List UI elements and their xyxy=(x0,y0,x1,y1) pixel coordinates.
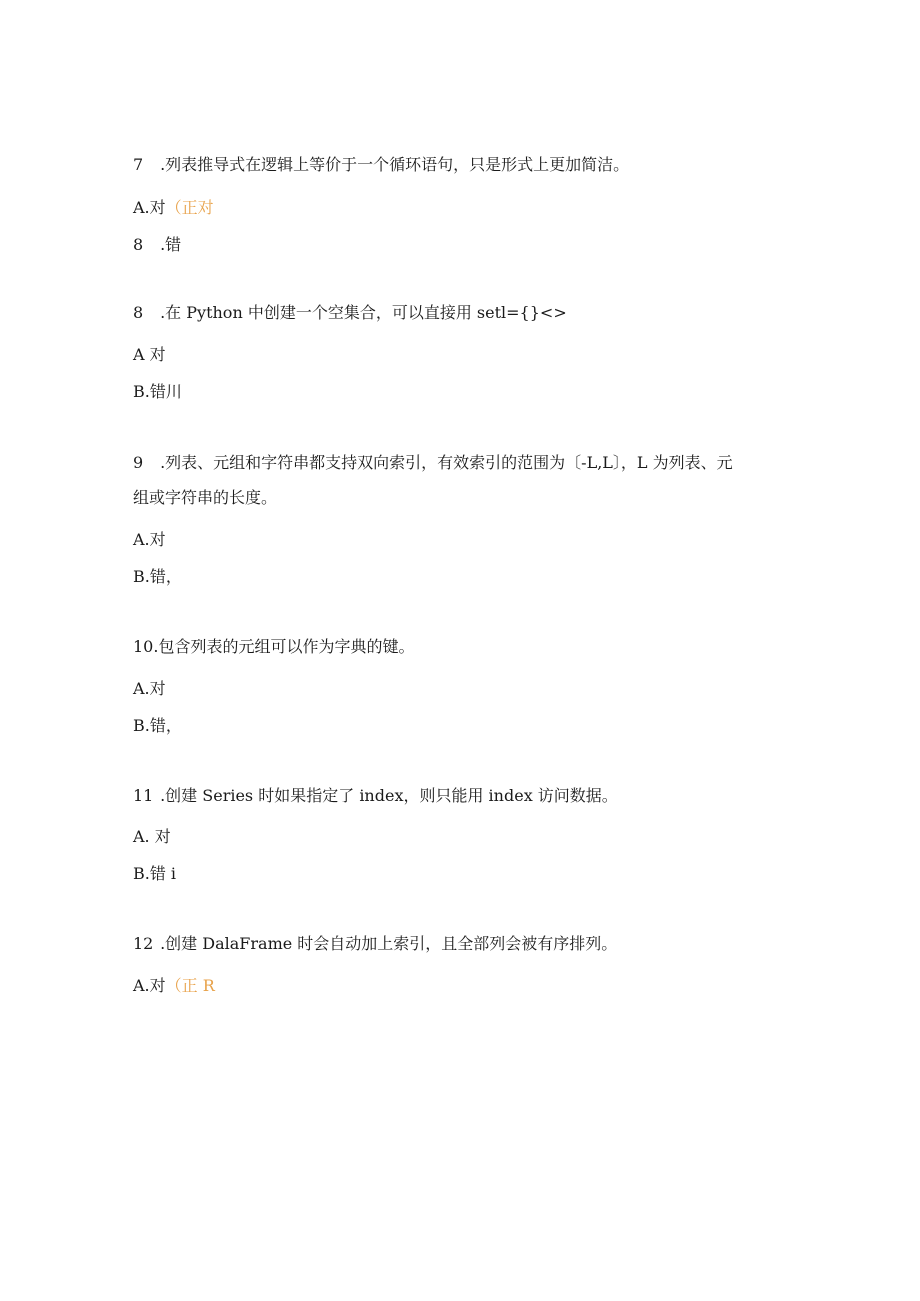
question-12-option-a xyxy=(133,976,215,996)
question-9 xyxy=(133,453,783,473)
option-b-label: B.错， xyxy=(133,716,182,735)
question-9-option-a xyxy=(133,530,166,550)
question-number: 11 xyxy=(133,786,154,805)
option-b-label: B.错川 xyxy=(133,382,182,401)
question-text: .在 Python 中创建一个空集合，可以直接用 setl={}<> xyxy=(160,303,567,322)
option-a-label: A 对 xyxy=(133,345,166,364)
question-11-option-a xyxy=(133,827,171,847)
question-9-continued xyxy=(133,488,783,508)
question-number: 9 xyxy=(133,453,144,472)
option-a-label: A.对 xyxy=(133,679,166,698)
option-b-label: B.错， xyxy=(133,567,182,586)
question-11 xyxy=(133,786,618,806)
option-b-label: .错 xyxy=(160,235,182,254)
question-text: .包含列表的元组可以作为字典的键。 xyxy=(153,637,415,656)
question-number: 8 xyxy=(133,303,144,322)
question-11-option-b xyxy=(133,864,176,884)
question-text: .创建 Series 时如果指定了 index，则只能用 index 访问数据。 xyxy=(160,786,618,805)
question-10-option-b xyxy=(133,716,182,736)
question-7-option-a xyxy=(133,198,214,218)
question-text: .列表推导式在逻辑上等价于一个循环语句，只是形式上更加简洁。 xyxy=(160,155,630,174)
question-8-option-b xyxy=(133,382,182,402)
question-8-option-a xyxy=(133,345,166,365)
option-a-label: A.对 xyxy=(133,530,166,549)
answer-mark: （正对 xyxy=(165,198,214,217)
question-text-line-1: .列表、元组和字符串都支持双向索引，有效索引的范围为〔-L,L〕，L 为列表、元 xyxy=(160,453,733,472)
question-text-line-2: 组或字符串的长度。 xyxy=(133,488,278,507)
question-number: 12 xyxy=(133,934,154,953)
question-number: 10 xyxy=(133,637,154,656)
option-a-label: A.对 xyxy=(133,976,166,995)
question-10 xyxy=(133,637,414,657)
question-12 xyxy=(133,934,617,954)
answer-mark: （正 R xyxy=(165,976,215,995)
question-text: .创建 DalaFrame 时会自动加上索引，且全部列会被有序排列。 xyxy=(160,934,618,953)
option-b-label: B.错 i xyxy=(133,864,177,883)
question-7-option-b xyxy=(133,235,181,255)
option-a-label: A. 对 xyxy=(133,827,171,846)
question-8 xyxy=(133,303,567,323)
question-9-option-b xyxy=(133,567,182,587)
question-number: 7 xyxy=(133,155,144,174)
question-10-option-a xyxy=(133,679,166,699)
option-b-number: 8 xyxy=(133,235,144,254)
question-7 xyxy=(133,155,629,175)
option-a-label: A.对 xyxy=(133,198,166,217)
